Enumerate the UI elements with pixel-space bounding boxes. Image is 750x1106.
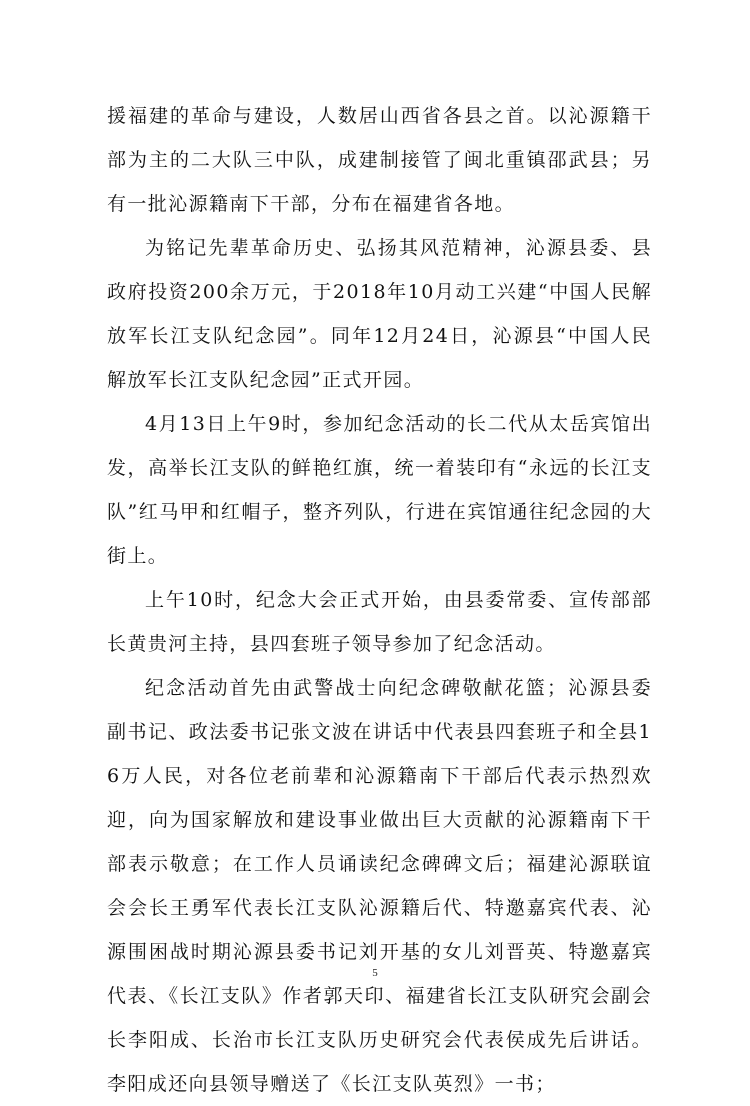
- paragraph-procession: 4月13日上午9时，参加纪念活动的长二代从太岳宾馆出发，高举长江支队的鲜艳红旗，统一着装印有“永远的长江支队”红马甲和红帽子，整齐列队，行进在宾馆通往纪念园的大街上。: [107, 413, 652, 567]
- paragraph-memorial-park: 为铭记先辈革命历史、弘扬其风范精神，沁源县委、县政府投资200余万元，于2018年10月动工兴建“中国人民解放军长江支队纪念园”。同年12月24日，沁源县“中国人民解放军长江支队纪念园”正式开园。: [107, 237, 652, 391]
- paragraph-ceremony: 纪念活动首先由武警战士向纪念碑敬献花篮；沁源县委副书记、政法委书记张文波在讲话中代表县四套班子和全县16万人民，对各位老前辈和沁源籍南下干部后代表示热烈欢迎，向为国家解放和建设事业做出巨大贡献的沁源籍南下干部表示敬意；在工作人员诵读纪念碑碑文后；福建沁源联谊会会长王勇军代表长江支队沁源籍后代、特邀嘉宾代表、沁源围困战时期沁源县委书记刘开基的女儿刘晋英、特邀嘉宾代表、《长江支队》作者郭天印、福建省长江支队研究会副会长李阳成、长治市长江支队历史研究会代表侯成先后讲话。李阳成还向县领导赠送了《长江支队英烈》一书；: [107, 677, 652, 1095]
- paragraph-continued: 援福建的革命与建设，人数居山西省各县之首。以沁源籍干部为主的二大队三中队，成建制接管了闽北重镇邵武县；另有一批沁源籍南下干部，分布在福建省各地。: [107, 105, 652, 215]
- paragraph-meeting-start: 上午10时，纪念大会正式开始，由县委常委、宣传部部长黄贵河主持，县四套班子领导参加了纪念活动。: [107, 589, 652, 655]
- page-number: 5: [372, 967, 378, 979]
- document-body: [107, 94, 652, 1106]
